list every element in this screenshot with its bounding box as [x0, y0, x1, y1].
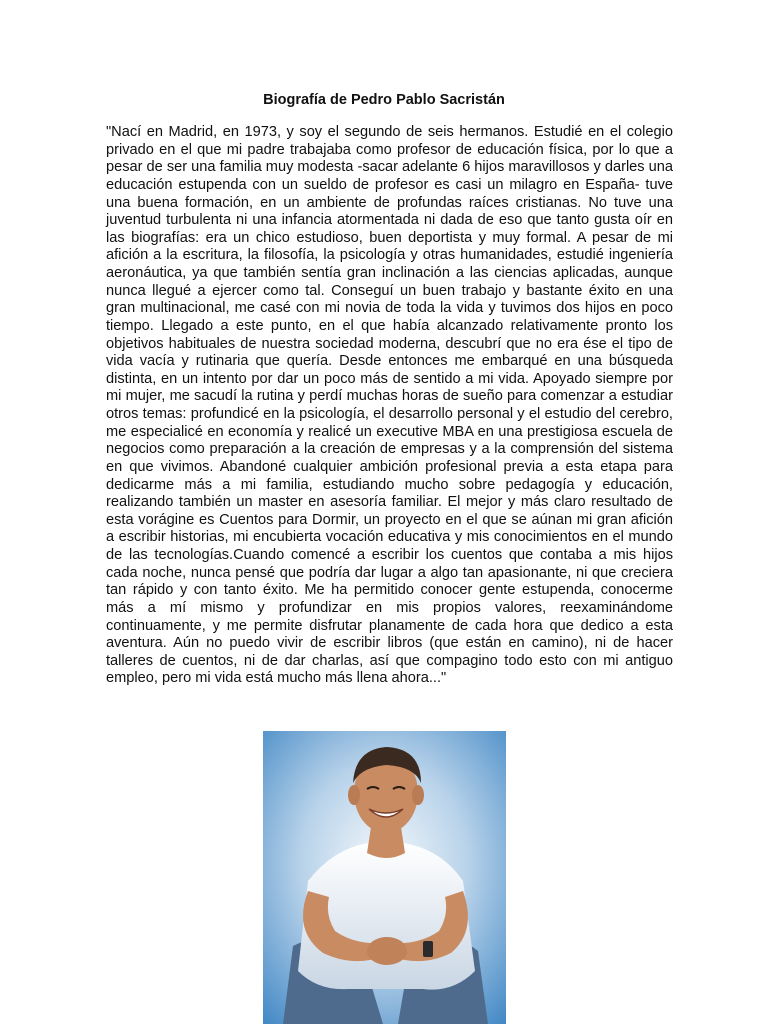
- ear-right: [412, 785, 424, 805]
- watch-icon: [423, 941, 433, 957]
- portrait-photo: [263, 731, 506, 1024]
- ear-left: [348, 785, 360, 805]
- document-title: Biografía de Pedro Pablo Sacristán: [263, 92, 505, 108]
- portrait-illustration: [263, 731, 506, 1024]
- hands: [367, 937, 407, 965]
- biography-text: "Nací en Madrid, en 1973, y soy el segundo de seis hermanos. Estudié en el colegio privado en el que mi padre trabajaba como profesor de educación física, por lo que a pesar de ser una familia muy modesta -sacar adelante 6 hijos maravillosos y darles una educación estupenda con un sueldo de profesor es casi un milagro en España- tuve una buena formación, en un ambiente de profundas raíces cristianas. No tuve una juventud turbulenta ni una infancia atormentada ni dada de eso que tanto gusta oír en las biografías: era un chico estudioso, buen deportista y muy formal. A pesar de mi afición a la escritura, la filosofía, la psicología y otras humanidades, estudié ingeniería aeronáutica, ya que también sentía gran inclinación a las ciencias aplicadas, aunque nunca llegué a ejercer como tal. Conseguí un buen trabajo y bastante éxito en una gran multinacional, me casé con mi novia de toda la vida y tuvimos dos hijos en poco tiempo. Llegado a este punto, en el que había alcanzado relativamente pronto los objetivos habituales de nuestra sociedad moderna, descubrí que no era ése el tipo de vida vacía y rutinaria que quería. Desde entonces me embarqué en una búsqueda distinta, en un intento por dar un poco más de sentido a mi vida. Apoyado siempre por mi mujer, me sacudí la rutina y perdí muchas horas de sueño para comenzar a estudiar otros temas: profundicé en la psicología, el desarrollo personal y el estudio del cerebro, me especialicé en economía y realicé un executive MBA en una prestigiosa escuela de negocios como preparación a la creación de empresas y a la comprensión del sistema en que vivimos. Abandoné cualquier ambición profesional previa a esta etapa para dedicarme más a mi familia, estudiando mucho sobre pedagogía y educación, realizando también un master en asesoría familiar. El mejor y más claro resultado de esta vorágine es Cuentos para Dormir, un proyecto en el que se aúnan mi gran afición a escribir historias, mi encubierta vocación educativa y mis conocimientos en el mundo de las tecnologías.Cuando comencé a escribir los cuentos que contaba a mis hijos cada noche, nunca pensé que podría dar lugar a algo tan apasionante, ni que creciera tan rápido y con tanto éxito. Me ha permitido conocer gente estupenda, conocerme más a mí mismo y profundizar en mis propios valores, reexaminándome continuamente, y me permite disfrutar planamente de cada hora que dedico a esta aventura. Aún no puedo vivir de escribir libros (que están en camino), ni de hacer talleres de cuentos, ni de dar charlas, así que compagino todo esto con mi antiguo empleo, pero mi vida está mucho más llena ahora...": [106, 124, 674, 687]
